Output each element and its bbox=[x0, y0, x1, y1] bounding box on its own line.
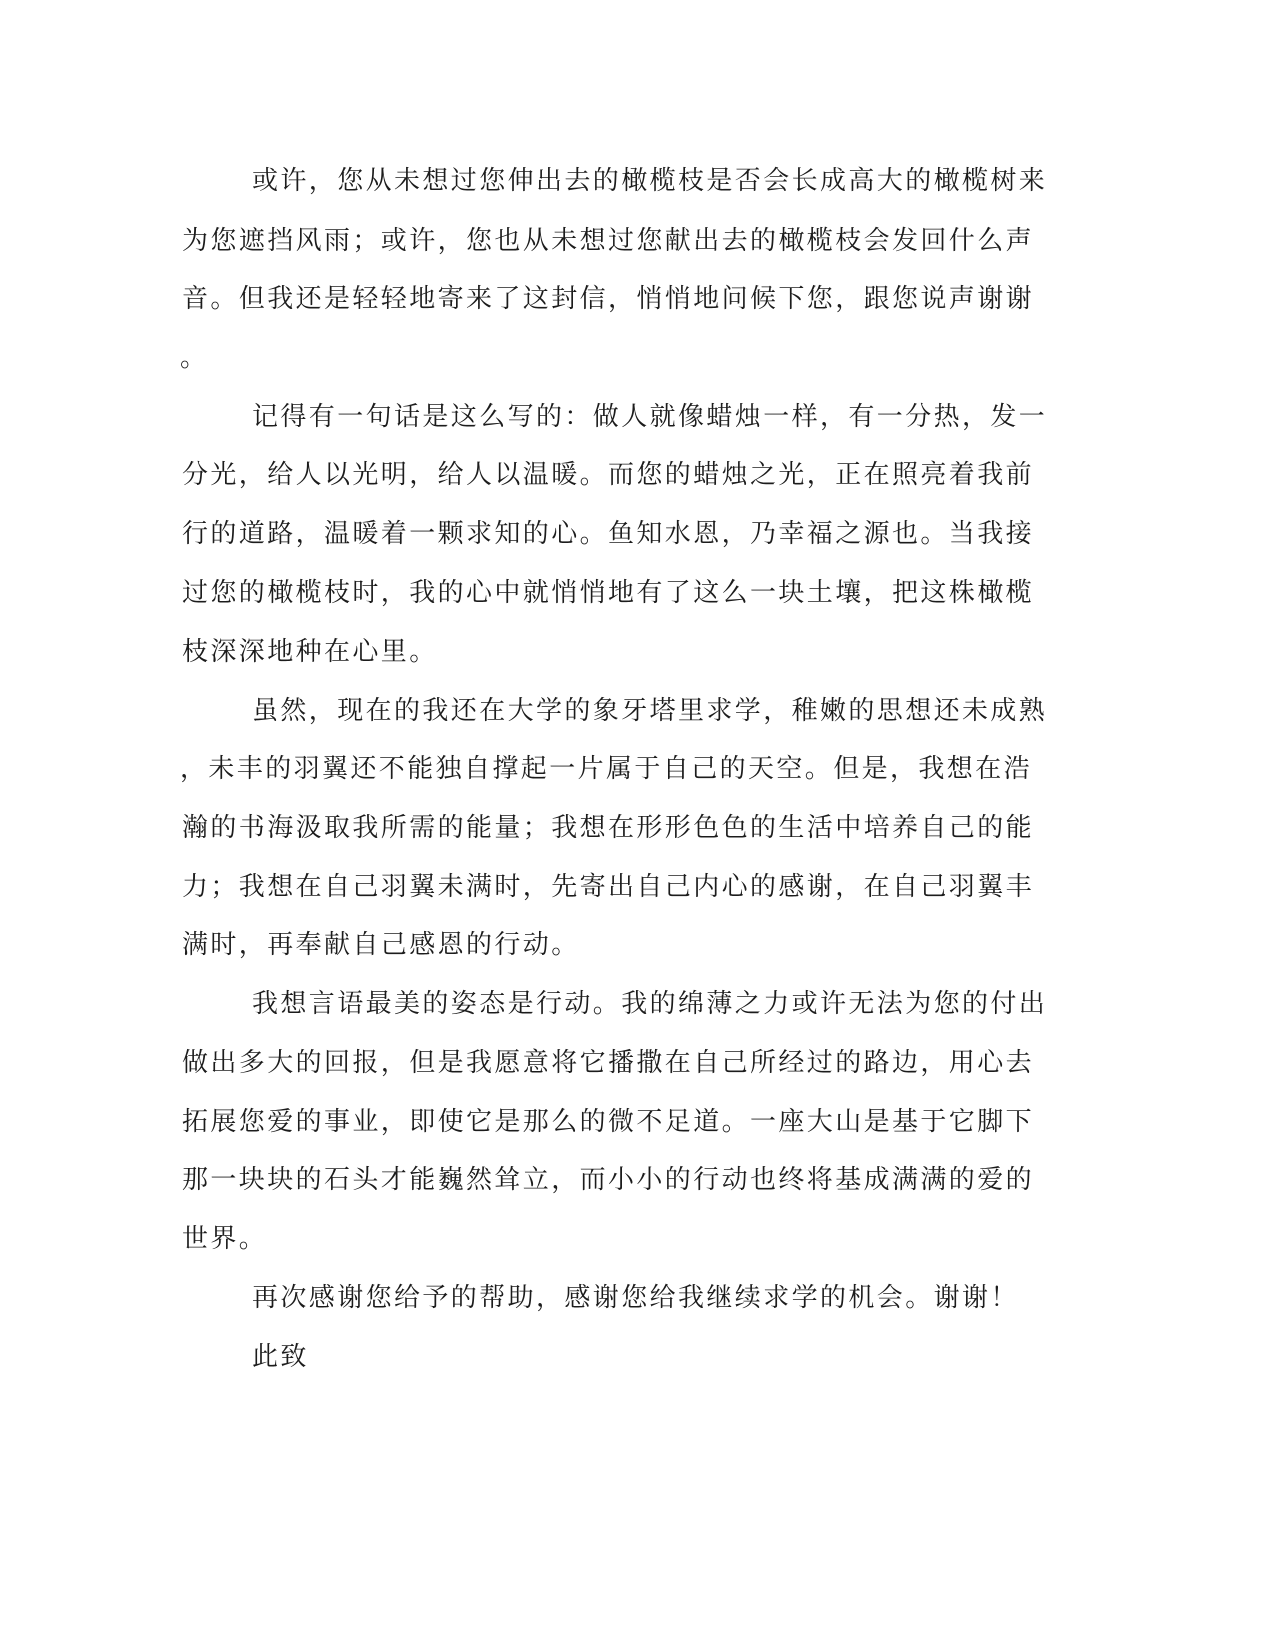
paragraph-line: 再次感谢您给予的帮助，感谢您给我继续求学的机会。谢谢！ bbox=[252, 1283, 1019, 1313]
paragraph-line: 记得有一句话是这么写的：做人就像蜡烛一样，有一分热，发一 bbox=[252, 402, 1048, 432]
paragraph-line: 音。但我还是轻轻地寄来了这封信，悄悄地问候下您，跟您说声谢谢 bbox=[182, 284, 1035, 314]
paragraph-line: 满时，再奉献自己感恩的行动。 bbox=[182, 930, 580, 960]
paragraph-line: 。 bbox=[180, 343, 209, 373]
paragraph-line: 或许，您从未想过您伸出去的橄榄枝是否会长成高大的橄榄树来 bbox=[252, 166, 1048, 196]
paragraph-line: 为您遮挡风雨；或许，您也从未想过您献出去的橄榄枝会发回什么声 bbox=[182, 226, 1035, 256]
paragraph-line: 枝深深地种在心里。 bbox=[182, 637, 438, 667]
paragraph-line: ，未丰的羽翼还不能独自撑起一片属于自己的天空。但是，我想在浩 bbox=[180, 754, 1033, 784]
paragraph-line: 瀚的书海汲取我所需的能量；我想在形形色色的生活中培养自己的能 bbox=[182, 813, 1035, 843]
paragraph-line: 分光，给人以光明，给人以温暖。而您的蜡烛之光，正在照亮着我前 bbox=[182, 460, 1035, 490]
paragraph-line: 世界。 bbox=[182, 1224, 268, 1254]
paragraph-line: 行的道路，温暖着一颗求知的心。鱼知水恩，乃幸福之源也。当我接 bbox=[182, 519, 1035, 549]
closing-line: 此致 bbox=[252, 1342, 309, 1372]
paragraph-line: 虽然，现在的我还在大学的象牙塔里求学，稚嫩的思想还未成熟 bbox=[252, 696, 1048, 726]
paragraph-line: 做出多大的回报，但是我愿意将它播撒在自己所经过的路边，用心去 bbox=[182, 1048, 1035, 1078]
paragraph-line: 我想言语最美的姿态是行动。我的绵薄之力或许无法为您的付出 bbox=[252, 989, 1048, 1019]
paragraph-line: 那一块块的石头才能巍然耸立，而小小的行动也终将基成满满的爱的 bbox=[182, 1165, 1035, 1195]
paragraph-line: 力；我想在自己羽翼未满时，先寄出自己内心的感谢，在自己羽翼丰 bbox=[182, 872, 1035, 902]
paragraph-line: 拓展您爱的事业，即使它是那么的微不足道。一座大山是基于它脚下 bbox=[182, 1107, 1035, 1137]
paragraph-line: 过您的橄榄枝时，我的心中就悄悄地有了这么一块土壤，把这株橄榄 bbox=[182, 578, 1035, 608]
